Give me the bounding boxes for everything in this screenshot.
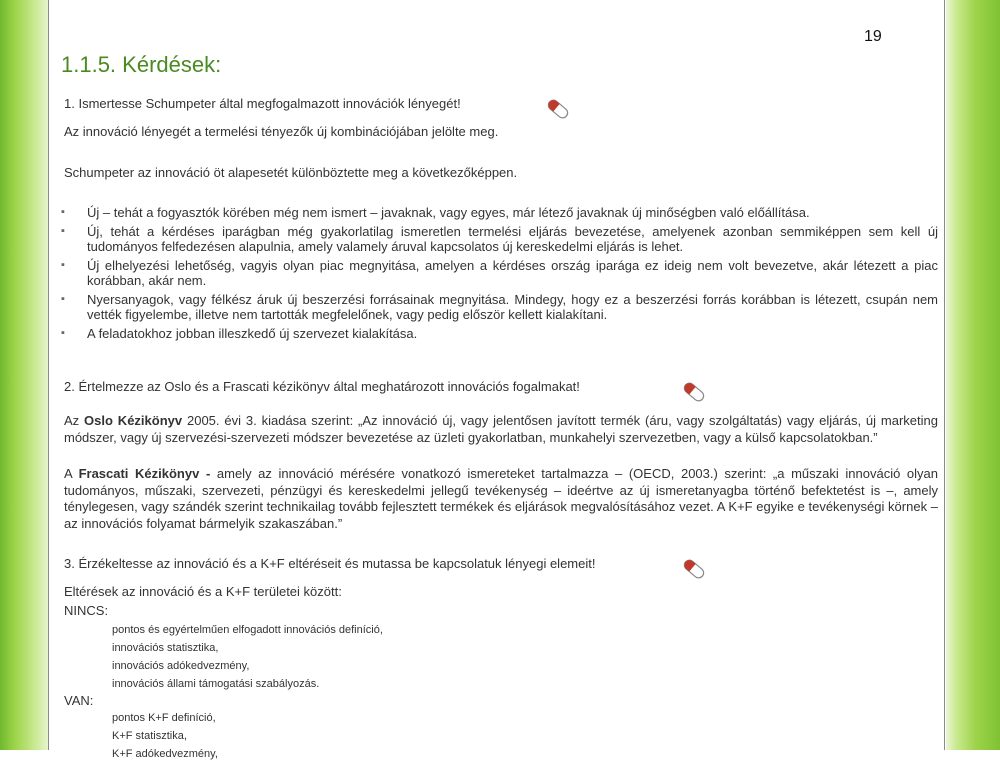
question-2: 2. Értelmezze az Oslo és a Frascati kézikönyv által meghatározott innovációs fogalmakat!	[64, 379, 580, 394]
list-item: ▪ Új, tehát a kérdéses iparágban még gyakorlatilag ismeretlen termelési eljárás bevezetése, amelyenek azonban semmiképpen sem kell új tudományos felfedezésen alapulnia, amely valamely áruval kapcsolatos új kereskedelmi eljárás is lehet.	[61, 223, 938, 254]
bullet-icon: ▪	[61, 206, 65, 218]
section-title: 1.1.5. Kérdések:	[61, 52, 222, 77]
list-item: innovációs statisztika,	[112, 642, 219, 654]
question-3: 3. Érzékeltesse az innováció és a K+F eltéréseit és mutassa be kapcsolatuk lényegi elemeit!	[64, 556, 596, 571]
list-item: innovációs adókedvezmény,	[112, 660, 250, 672]
bullet-icon: ▪	[61, 292, 65, 305]
bullet-icon: ▪	[61, 326, 65, 339]
list-item: K+F adókedvezmény,	[112, 748, 218, 760]
list-item: ▪ A feladatokhoz jobban illeszkedő új szervezet kialakítása.	[61, 325, 418, 341]
page-number: 19	[864, 28, 882, 45]
list-item: pontos és egyértelműen elfogadott innovációs definíció,	[112, 624, 383, 636]
innovation-cases-list	[61, 205, 938, 344]
bullet-icon: ▪	[61, 224, 65, 237]
document-page	[48, 0, 945, 760]
list-item: ▪ Új elhelyezési lehetőség, vagyis olyan piac megnyitása, amelyen a kérdéses ország iparága ez ideig nem volt bevezetve, akár létezett a piac korábban, akár nem.	[61, 257, 938, 288]
list-item: K+F statisztika,	[112, 730, 187, 742]
pill-icon	[679, 554, 709, 584]
list-item: innovációs állami támogatási szabályozás.	[112, 678, 320, 690]
bullet-icon: ▪	[61, 258, 65, 271]
list-item: ▪ Új – tehát a fogyasztók körében még nem ismert – javaknak, vagy egyes, már létező javaknak új minőségben való előállítása.	[61, 205, 810, 220]
van-list	[112, 709, 218, 763]
answer-1-line-1: Az innováció lényegét a termelési tényezők új kombinációjában jelölte meg.	[64, 124, 499, 139]
van-label: VAN:	[64, 693, 94, 708]
pill-icon	[679, 377, 709, 407]
list-item: pontos K+F definíció,	[112, 712, 216, 724]
green-background-left	[0, 0, 48, 750]
nincs-label: NINCS:	[64, 603, 109, 618]
frascati-definition: A Frascati Kézikönyv - amely az innováció mérésére vonatkozó ismereteket tartalmazza – (OECD, 2003.) szerint: „a műszaki innováció olyan tudományos, műszaki, szervezeti, pénzügyi és kereskedelmi jellegű tevékenység – ideértve az új ismeretanyagba történő befektetést is –, amely ténylegesen, vagy szándék szerint technikailag tovább fejlesztett termékek és eljárások megvalósításához vezet. A K+F egyike e tevékenységi körnek – az innovációs folyamat bármelyik szakaszában.”	[64, 466, 938, 531]
nincs-list	[112, 621, 383, 693]
question-1: 1. Ismertesse Schumpeter által megfogalmazott innovációk lényegét!	[64, 96, 461, 111]
oslo-definition: Az Oslo Kézikönyv 2005. évi 3. kiadása szerint: „Az innováció új, vagy jelentősen javított termék (áru, vagy szolgáltatás) vagy eljárás, új marketing módszer, vagy új szervezési-szervezeti módszer bevezetése az üzleti gyakorlatban, munkahelyi szervezetben, vagy a külső kapcsolatokban.”	[64, 413, 938, 445]
differences-intro: Eltérések az innováció és a K+F területei között:	[64, 584, 342, 599]
list-item: ▪ Nyersanyagok, vagy félkész áruk új beszerzési forrásainak megnyitása. Mindegy, hogy ez a beszerzési forrás korábban is létezett, csupán nem vették figyelembe, illetve nem tartották megfelelőnek, vagy pedig először kellett kialakítani.	[61, 291, 938, 322]
green-background-right	[946, 0, 1000, 750]
pill-icon	[543, 94, 573, 124]
answer-1-line-2: Schumpeter az innováció öt alapesetét különböztette meg a következőképpen.	[64, 165, 518, 180]
